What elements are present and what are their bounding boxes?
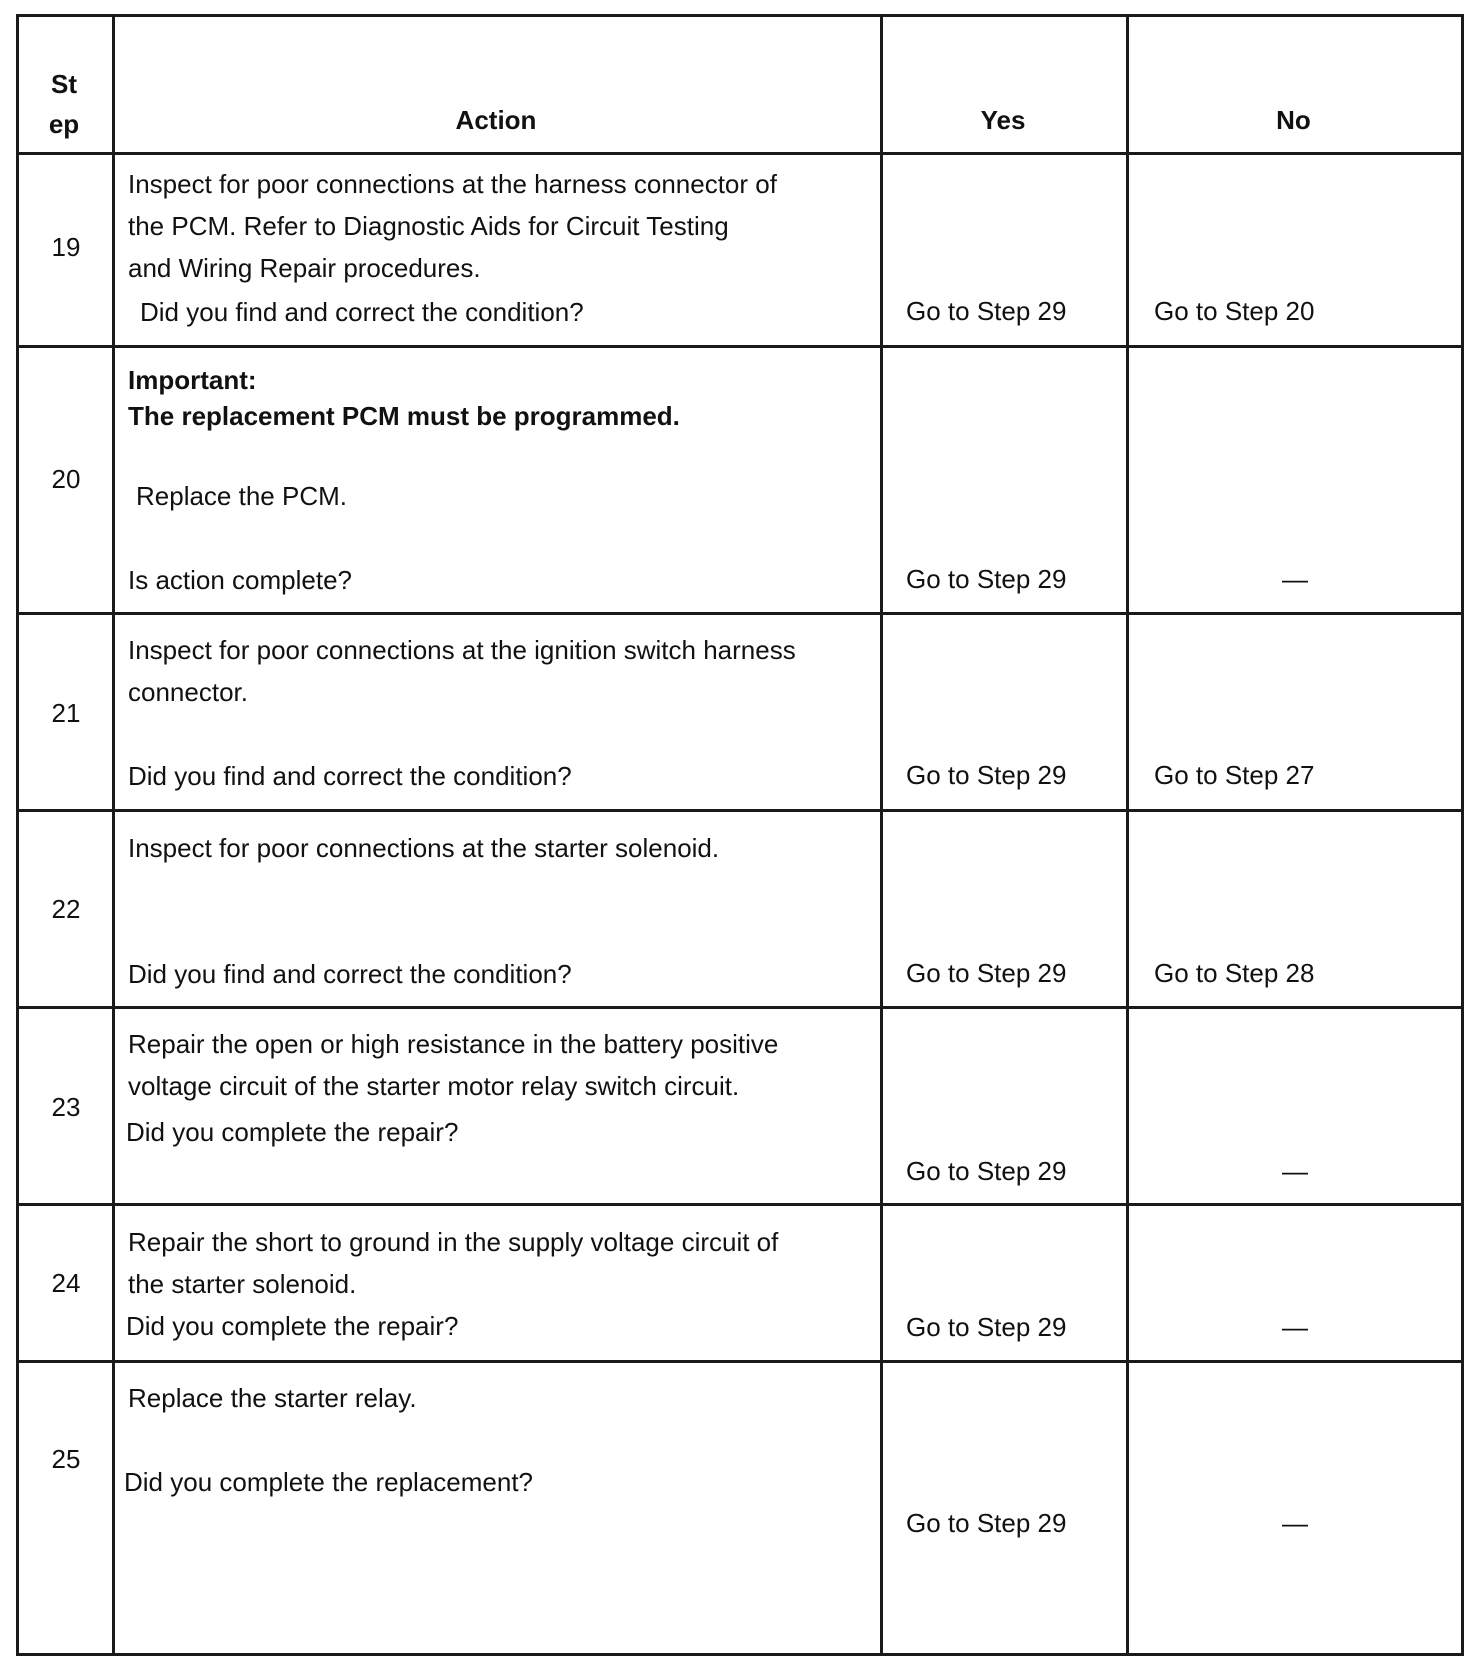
yes-result: Go to Step 29 — [906, 1156, 1067, 1186]
action-text: Repair the open or high resistance in the battery positive — [128, 1029, 779, 1059]
action-text: Inspect for poor connections at the ignition switch harness — [128, 635, 796, 665]
grid-line-right — [1461, 14, 1464, 1656]
no-result: — — [1282, 1508, 1308, 1538]
header-no: No — [1276, 105, 1311, 135]
header-yes: Yes — [980, 105, 1026, 135]
action-question: Did you find and correct the condition? — [128, 761, 572, 791]
grid-line-row-21-bottom — [16, 809, 1464, 812]
important-text: The replacement PCM must be programmed. — [128, 401, 680, 431]
step-number: 21 — [51, 698, 81, 728]
grid-line-row-23-bottom — [16, 1203, 1464, 1206]
diagnostic-table — [16, 14, 1464, 1656]
action-question: Is action complete? — [128, 565, 353, 595]
grid-line-row-22-bottom — [16, 1006, 1464, 1009]
yes-result: Go to Step 29 — [906, 760, 1067, 790]
no-result: — — [1282, 564, 1308, 594]
important-label: Important: — [128, 365, 257, 395]
grid-line-row-24-bottom — [16, 1360, 1464, 1363]
action-question: Did you complete the repair? — [126, 1117, 459, 1147]
action-question: Did you complete the repair? — [126, 1311, 459, 1341]
action-text: connector. — [128, 677, 248, 707]
grid-line-action-yes — [880, 14, 883, 1656]
grid-line-row-19-bottom — [16, 345, 1464, 348]
step-number: 22 — [51, 894, 81, 924]
no-result: — — [1282, 1156, 1308, 1186]
grid-line-header-bottom — [16, 152, 1464, 155]
grid-line-yes-no — [1126, 14, 1129, 1656]
action-question: Did you complete the replacement? — [124, 1467, 534, 1497]
action-text: Inspect for poor connections at the harness connector of — [128, 169, 777, 199]
header-action: Action — [455, 105, 537, 135]
action-text: Inspect for poor connections at the starter solenoid. — [128, 833, 720, 863]
no-result: Go to Step 28 — [1154, 958, 1315, 988]
action-text: Repair the short to ground in the supply voltage circuit of — [128, 1227, 779, 1257]
no-result: Go to Step 20 — [1154, 296, 1315, 326]
action-question: Did you find and correct the condition? — [128, 959, 572, 989]
yes-result: Go to Step 29 — [906, 958, 1067, 988]
yes-result: Go to Step 29 — [906, 564, 1067, 594]
header-step — [16, 64, 112, 144]
action-text: the starter solenoid. — [128, 1269, 357, 1299]
grid-line-top — [16, 14, 1464, 17]
header-step-line2: ep — [48, 109, 80, 139]
action-question: Did you find and correct the condition? — [140, 297, 584, 327]
step-number: 24 — [51, 1268, 81, 1298]
header-step-line1: St — [51, 69, 77, 99]
step-number: 20 — [51, 464, 81, 494]
yes-result: Go to Step 29 — [906, 1508, 1067, 1538]
step-number: 19 — [51, 232, 81, 262]
no-result: Go to Step 27 — [1154, 760, 1315, 790]
no-result: — — [1282, 1312, 1308, 1342]
yes-result: Go to Step 29 — [906, 296, 1067, 326]
action-text: Replace the starter relay. — [128, 1383, 417, 1413]
step-number: 23 — [51, 1092, 81, 1122]
action-text: and Wiring Repair procedures. — [128, 253, 481, 283]
yes-result: Go to Step 29 — [906, 1312, 1067, 1342]
grid-line-row-20-bottom — [16, 612, 1464, 615]
step-number: 25 — [51, 1444, 81, 1474]
action-text: Replace the PCM. — [136, 481, 347, 511]
action-text: the PCM. Refer to Diagnostic Aids for Circuit Testing — [128, 211, 729, 241]
action-text: voltage circuit of the starter motor relay switch circuit. — [128, 1071, 740, 1101]
